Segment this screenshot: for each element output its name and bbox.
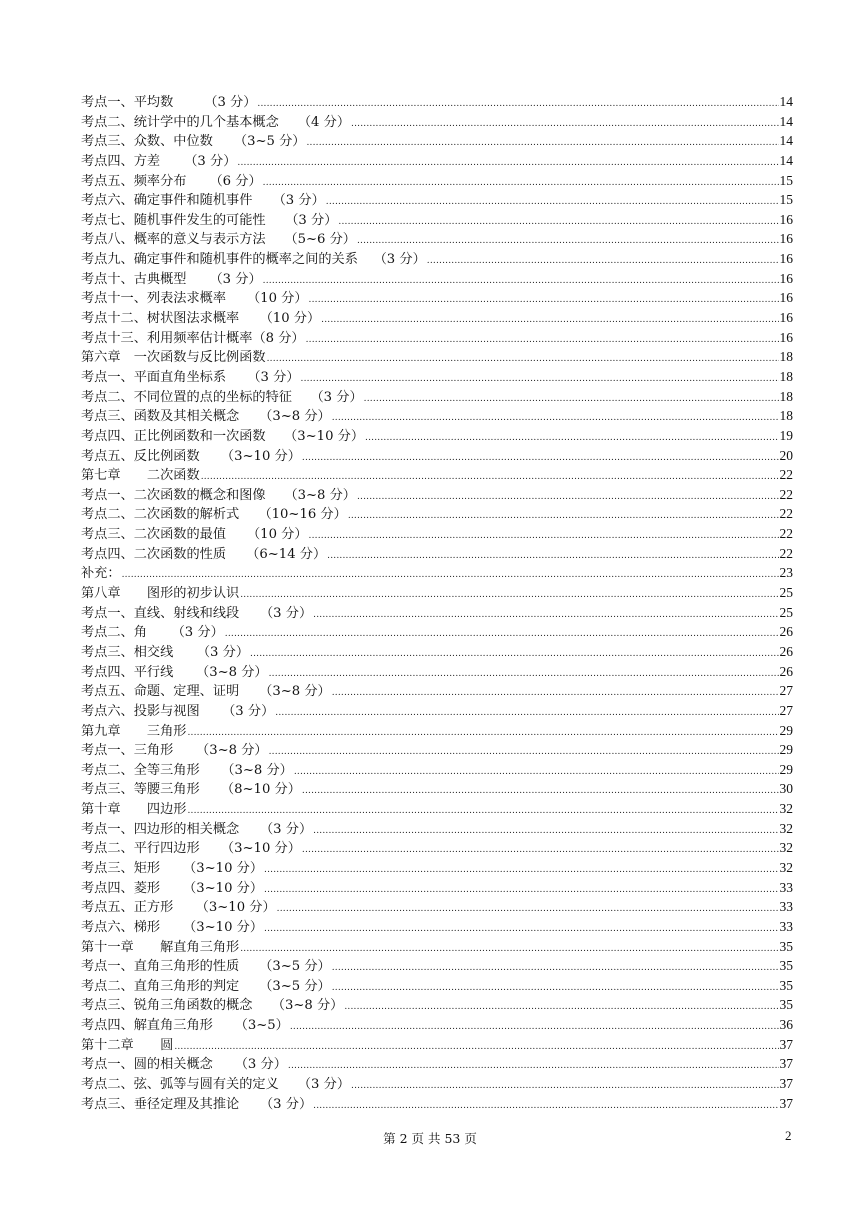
toc-entry-score: （3 分）: [184, 153, 237, 169]
toc-dot-leader: [302, 783, 779, 803]
toc-entry-page: 18: [779, 349, 793, 365]
toc-entry-title: 考点五、正方形: [81, 900, 174, 916]
toc-entry-title: 考点四、菱形: [81, 880, 161, 896]
toc-entry-title: 考点一、三角形: [81, 743, 174, 759]
toc-dot-leader: [357, 489, 779, 509]
toc-entry-title: 考点九、确定事件和随机事件的概率之间的关系: [81, 252, 358, 268]
toc-dot-leader: [269, 666, 779, 686]
toc-dot-leader: [301, 371, 779, 391]
toc-entry-page: 37: [779, 1095, 793, 1111]
toc-entry-page: 15: [779, 192, 793, 208]
toc-entry-page: 35: [779, 997, 793, 1013]
toc-entry-title: 考点四、正比例函数和一次函数: [81, 428, 266, 444]
toc-entry-title: 考点一、圆的相关概念: [81, 1057, 213, 1073]
toc-entry-page: 27: [779, 683, 793, 699]
toc-dot-leader: [267, 351, 779, 371]
toc-entry-page: 27: [779, 702, 793, 718]
toc-entry-page: 16: [779, 231, 793, 247]
toc-entry-page: 22: [779, 467, 793, 483]
toc-entry-title: 考点四、方差: [81, 153, 161, 169]
toc-entry-title: 补充：: [81, 566, 121, 582]
toc-dot-leader: [264, 921, 778, 941]
toc-entry-title: 考点三、矩形: [81, 860, 161, 876]
toc-entry-title: 考点三、众数、中位数: [81, 134, 213, 150]
toc-entry-score: （5~6 分）: [284, 232, 356, 248]
page-footer: 第 2 页 共 53 页: [383, 1131, 477, 1146]
toc-entry[interactable]: [81, 92, 793, 112]
toc-entry-score: （3 分）: [310, 389, 363, 405]
toc-entry-title: 考点十一、列表法求概率: [81, 291, 227, 307]
toc-entry-title: 考点五、频率分布: [81, 173, 187, 189]
toc-dot-leader: [348, 508, 779, 528]
toc-entry-page: 37: [779, 1056, 793, 1072]
toc-entry-page: 26: [779, 663, 793, 679]
toc-dot-leader: [264, 862, 778, 882]
toc-entry-page: 16: [779, 290, 793, 306]
toc-entry-title: 考点五、反比例函数: [81, 448, 200, 464]
toc-entry-score: （3 分）: [222, 703, 275, 719]
toc-entry-title: 考点八、概率的意义与表示方法: [81, 232, 266, 248]
toc-entry-score: （3 分）: [259, 1096, 313, 1112]
toc-dot-leader: [290, 1019, 779, 1039]
toc-entry-title: 考点五、命题、定理、证明: [81, 684, 240, 700]
toc-entry-title: 考点二、二次函数的解析式: [81, 507, 240, 523]
toc-entry-title: 考点三、函数及其相关概念: [81, 409, 240, 425]
toc-entry-score: （3~5 分）: [259, 978, 331, 994]
toc-dot-leader: [263, 175, 779, 195]
toc-entry-title: 考点二、角: [81, 625, 147, 641]
toc-entry-title: 考点三、垂径定理及其推论: [81, 1096, 240, 1112]
toc-entry-page: 35: [779, 938, 793, 954]
toc-dot-leader: [427, 253, 779, 273]
toc-entry-title: 第七章 二次函数: [81, 468, 200, 484]
toc-entry-title: 考点一、四边形的相关概念: [81, 821, 240, 837]
toc-dot-leader: [344, 999, 778, 1019]
toc-entry-score: （3~10 分）: [220, 841, 301, 857]
toc-entry-score: （10~16 分）: [258, 507, 347, 523]
toc-entry-score: （3 分）: [297, 1077, 351, 1093]
toc-dot-leader: [188, 725, 779, 745]
toc-entry-title: 考点二、统计学中的几个基本概念: [81, 114, 279, 130]
toc-dot-leader: [309, 292, 779, 312]
toc-entry-score: （3~8 分）: [196, 664, 268, 680]
toc-entry-score: （3 分）: [247, 369, 300, 385]
toc-entry-title: 考点六、投影与视图: [81, 703, 200, 719]
table-of-contents: [81, 92, 793, 1113]
toc-dot-leader: [302, 450, 779, 470]
toc-dot-leader: [302, 842, 779, 862]
toc-entry-page: 25: [779, 585, 793, 601]
toc-entry-page: 22: [779, 545, 793, 561]
toc-entry-page: 33: [779, 899, 793, 915]
toc-entry-score: （4 分）: [297, 114, 351, 130]
toc-entry-score: （8~10 分）: [220, 782, 301, 798]
toc-entry-score: （3 分）: [285, 212, 338, 228]
toc-entry-title: 考点十、古典概型: [81, 271, 187, 287]
toc-entry-page: 32: [779, 820, 793, 836]
toc-entry-score: （3 分）: [272, 193, 325, 209]
toc-entry-page: 37: [779, 1036, 793, 1052]
toc-entry-score: （3~5）: [234, 1018, 289, 1034]
toc-entry-score: （3~10 分）: [183, 860, 264, 876]
toc-entry-title: 第八章 图形的初步认识: [81, 586, 240, 602]
toc-dot-leader: [327, 548, 778, 568]
toc-entry-score: （3~8 分）: [221, 762, 293, 778]
toc-entry-title: 考点四、二次函数的性质: [81, 546, 227, 562]
toc-entry-title: 考点一、平面直角坐标系: [81, 369, 227, 385]
toc-entry-title: 第十章 四边形: [81, 802, 187, 818]
toc-dot-leader: [365, 430, 778, 450]
toc-entry-page: 32: [779, 840, 793, 856]
toc-dot-leader: [313, 607, 778, 627]
toc-dot-leader: [237, 155, 778, 175]
toc-dot-leader: [288, 1058, 779, 1078]
toc-entry-score: （3 分）: [209, 271, 262, 287]
toc-entry-title: 考点一、二次函数的概念和图像: [81, 487, 266, 503]
toc-entry-page: 29: [779, 761, 793, 777]
toc-entry-score: （10 分）: [247, 291, 308, 307]
toc-entry-title: 考点二、直角三角形的判定: [81, 978, 240, 994]
toc-entry-page: 29: [779, 742, 793, 758]
toc-entry-title: 考点三、等腰三角形: [81, 782, 200, 798]
toc-dot-leader: [263, 273, 779, 293]
toc-dot-leader: [275, 705, 778, 725]
toc-entry-score: （3 分）: [259, 821, 313, 837]
toc-dot-leader: [309, 528, 779, 548]
toc-entry-title: 第十一章 解直角三角形: [81, 939, 240, 955]
toc-entry-page: 23: [779, 565, 793, 581]
toc-entry-page: 26: [779, 643, 793, 659]
toc-entry-score: （3~8 分）: [259, 409, 331, 425]
toc-entry-page: 33: [779, 879, 793, 895]
toc-entry-page: 22: [779, 486, 793, 502]
toc-entry-score: （10 分）: [259, 311, 321, 327]
toc-entry-page: 22: [779, 526, 793, 542]
toc-entry-page: 16: [779, 251, 793, 267]
toc-entry-score: （3~10 分）: [183, 880, 264, 896]
toc-dot-leader: [313, 823, 778, 843]
toc-dot-leader: [313, 1098, 778, 1118]
toc-entry-title: 考点四、平行线: [81, 664, 174, 680]
toc-entry-title: 第九章 三角形: [81, 723, 187, 739]
toc-entry-page: 32: [779, 859, 793, 875]
toc-entry-page: 37: [779, 1076, 793, 1092]
toc-entry-page: 16: [779, 270, 793, 286]
toc-entry-page: 14: [779, 113, 793, 129]
toc-entry-page: 22: [779, 506, 793, 522]
toc-entry-page: 14: [779, 94, 793, 109]
toc-entry-score: （3~8 分）: [259, 684, 331, 700]
toc-entry-score: （10 分）: [247, 527, 308, 543]
toc-dot-leader: [269, 744, 779, 764]
toc-entry-page: 36: [779, 1017, 793, 1033]
toc-entry-page: 18: [779, 368, 793, 384]
toc-entry-score: （3~10 分）: [195, 900, 276, 916]
toc-dot-leader: [351, 1078, 778, 1098]
toc-entry-title: 考点三、二次函数的最值: [81, 527, 227, 543]
toc-entry-page: 35: [779, 977, 793, 993]
toc-dot-leader: [277, 901, 779, 921]
toc-entry-title: 考点六、确定事件和随机事件: [81, 193, 253, 209]
toc-entry-title: 考点六、梯形: [81, 919, 161, 935]
toc-entry-title: 考点二、弦、弧等与圆有关的定义: [81, 1077, 279, 1093]
toc-entry-page: 35: [779, 958, 793, 974]
toc-entry-page: 30: [779, 781, 793, 797]
toc-entry-title: 考点三、相交线: [81, 644, 174, 660]
toc-entry-page: 16: [779, 211, 793, 227]
toc-entry-page: 33: [779, 918, 793, 934]
toc-entry-title: 考点十二、树状图法求概率: [81, 311, 240, 327]
toc-entry-page: 14: [779, 133, 793, 149]
toc-dot-leader: [332, 685, 779, 705]
toc-dot-leader: [326, 194, 779, 214]
footer-page-number: 2: [785, 1128, 792, 1143]
toc-dot-leader: [338, 214, 778, 234]
toc-entry-score: （3~8 分）: [284, 487, 356, 503]
toc-dot-leader: [250, 646, 778, 666]
toc-entry-title: 考点七、随机事件发生的可能性: [81, 212, 266, 228]
toc-entry-title: 考点一、直线、射线和线段: [81, 605, 240, 621]
toc-dot-leader: [240, 587, 778, 607]
toc-dot-leader: [332, 980, 779, 1000]
toc-entry-page: 16: [779, 310, 793, 326]
toc-entry-page: 18: [779, 408, 793, 424]
toc-entry-page: 14: [779, 152, 793, 168]
toc-entry-score: （6~14 分）: [246, 546, 327, 562]
toc-entry-page: 18: [779, 388, 793, 404]
toc-dot-leader: [332, 960, 779, 980]
toc-dot-leader: [306, 332, 779, 352]
toc-entry-page: 26: [779, 624, 793, 640]
toc-entry-score: （3 分）: [204, 95, 257, 110]
toc-dot-leader: [321, 312, 778, 332]
toc-entry-page: 15: [779, 172, 793, 188]
toc-entry-title: 考点一、平均数: [81, 95, 174, 110]
toc-entry-score: （8 分）: [252, 330, 305, 346]
toc-entry-score: （3 分）: [373, 252, 426, 268]
toc-dot-leader: [332, 410, 779, 430]
toc-dot-leader: [307, 135, 779, 155]
toc-entry-score: （3~10 分）: [284, 428, 365, 444]
toc-entry-score: （3 分）: [171, 625, 224, 641]
toc-entry-title: 第六章 一次函数与反比例函数: [81, 350, 266, 366]
toc-entry-page: 29: [779, 722, 793, 738]
toc-entry-title: 考点三、锐角三角函数的概念: [81, 998, 253, 1014]
toc-entry-page: 20: [779, 447, 793, 463]
toc-entry-page: 25: [779, 604, 793, 620]
toc-entry-score: （3~8 分）: [271, 998, 344, 1014]
toc-entry-score: （3 分）: [259, 605, 313, 621]
toc-entry-title: 考点四、解直角三角形: [81, 1018, 213, 1034]
toc-entry-score: （3 分）: [234, 1057, 287, 1073]
toc-entry-score: （3~5 分）: [259, 959, 331, 975]
toc-entry-score: （3~10 分）: [183, 919, 264, 935]
toc-dot-leader: [225, 626, 779, 646]
toc-entry-score: （6 分）: [209, 173, 262, 189]
toc-entry-page: 16: [779, 329, 793, 345]
toc-dot-leader: [364, 391, 779, 411]
toc-entry-page: 19: [779, 427, 793, 443]
toc-dot-leader: [264, 882, 778, 902]
toc-entry-score: （3 分）: [196, 644, 250, 660]
toc-entry-score: （3~10 分）: [220, 448, 301, 464]
toc-entry-score: （3~8 分）: [196, 743, 268, 759]
toc-entry-score: （3~5 分）: [233, 134, 306, 150]
toc-entry-title: 考点一、直角三角形的性质: [81, 959, 240, 975]
toc-entry-title: 考点十三、利用频率估计概率: [81, 330, 253, 346]
toc-dot-leader: [294, 764, 779, 784]
toc-entry-page: 32: [779, 801, 793, 817]
toc-entry-title: 考点二、平行四边形: [81, 841, 200, 857]
toc-dot-leader: [351, 116, 778, 136]
toc-entry-title: 第十二章 圆: [81, 1037, 174, 1053]
toc-entry-title: 考点二、不同位置的点的坐标的特征: [81, 389, 292, 405]
toc-entry-title: 考点二、全等三角形: [81, 762, 200, 778]
